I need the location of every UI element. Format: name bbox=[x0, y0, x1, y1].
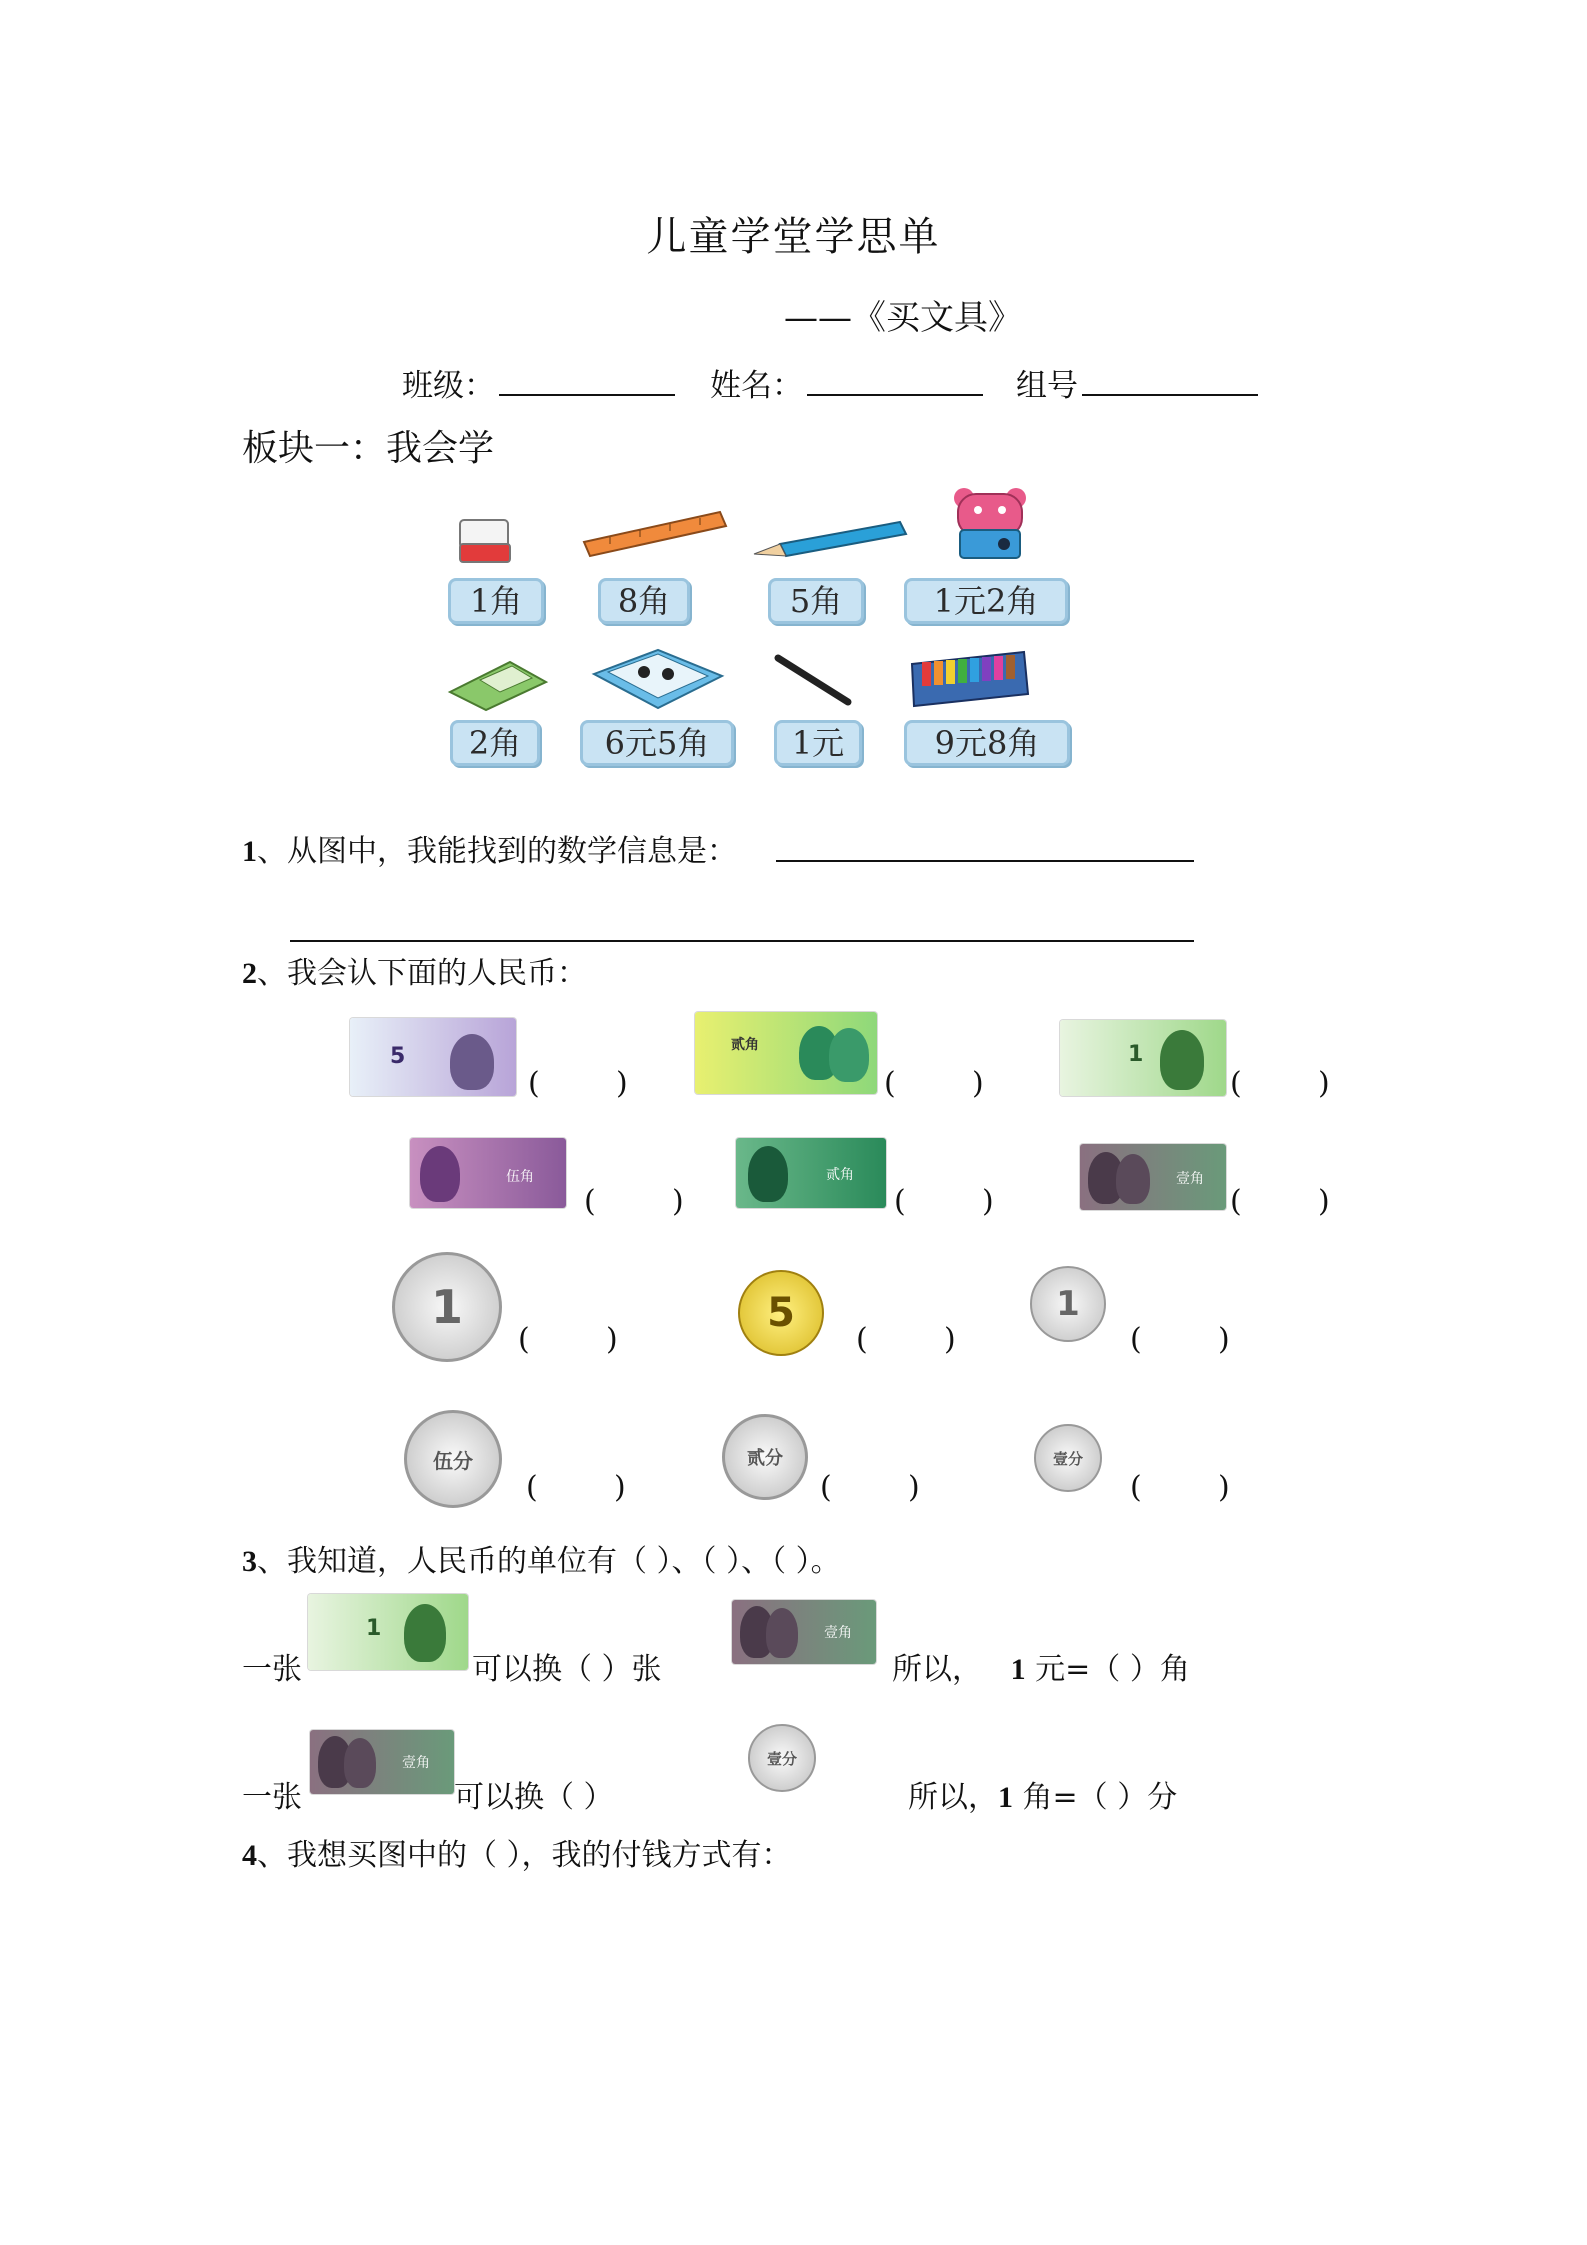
eraser-icon bbox=[454, 514, 524, 569]
exchange-conclusion: 所以， 1 元=（ ）角 bbox=[892, 1652, 1190, 1687]
pencil-icon bbox=[750, 514, 910, 564]
price-tag: 6元5角 bbox=[580, 720, 734, 766]
banknote-1-jiao: 壹角 bbox=[732, 1600, 876, 1664]
question-1: 1、从图中，我能找到的数学信息是： bbox=[242, 834, 737, 869]
answer-paren[interactable]: ( ) bbox=[884, 1066, 984, 1101]
coin-5-fen: 伍分 bbox=[404, 1410, 502, 1508]
banknote-2-jiao-green: 贰角 bbox=[736, 1138, 886, 1208]
answer-line[interactable] bbox=[290, 940, 1194, 942]
question-3: 3、我知道，人民币的单位有（ ）、（ ）、（ ）。 bbox=[242, 1544, 841, 1579]
coin-1-fen: 壹分 bbox=[1034, 1424, 1102, 1492]
coin-5-jiao: 5 bbox=[738, 1270, 824, 1356]
banknote-5-yuan: 5 bbox=[350, 1018, 516, 1096]
banknote-1-yuan: 1 bbox=[1060, 1020, 1226, 1096]
page-subtitle: ——《买文具》 bbox=[784, 298, 1022, 338]
notebook-icon bbox=[440, 652, 550, 712]
price-tag: 9元8角 bbox=[904, 720, 1070, 766]
coin-1-jiao: 1 bbox=[1030, 1266, 1106, 1342]
answer-paren[interactable]: ( ) bbox=[820, 1470, 920, 1505]
name-field bbox=[710, 360, 983, 405]
banknote-1-yuan: 1 bbox=[308, 1594, 468, 1670]
answer-paren[interactable]: ( ) bbox=[856, 1322, 956, 1357]
ruler-icon bbox=[580, 504, 730, 564]
question-2: 2、我会认下面的人民币： bbox=[242, 956, 587, 991]
answer-paren[interactable]: ( ) bbox=[528, 1066, 628, 1101]
price-tag: 1元2角 bbox=[904, 578, 1068, 624]
exchange-prefix: 一张 bbox=[242, 1652, 302, 1687]
exchange-text: 可以换（ ）张 bbox=[472, 1652, 662, 1687]
answer-paren[interactable]: ( ) bbox=[1230, 1184, 1330, 1219]
class-field bbox=[402, 360, 675, 405]
answer-paren[interactable]: ( ) bbox=[894, 1184, 994, 1219]
class-label: 班级： bbox=[402, 368, 495, 404]
answer-paren[interactable]: ( ) bbox=[518, 1322, 618, 1357]
price-tag: 1角 bbox=[448, 578, 544, 624]
group-label: 组号 bbox=[1016, 368, 1078, 404]
exchange-prefix: 一张 bbox=[242, 1780, 302, 1815]
answer-paren[interactable]: ( ) bbox=[1130, 1322, 1230, 1357]
section-heading: 板块一：我会学 bbox=[242, 428, 495, 469]
pencil-case-icon bbox=[588, 644, 728, 716]
exchange-conclusion: 所以，1 角=（ ）分 bbox=[908, 1780, 1178, 1815]
banknote-1-jiao: 壹角 bbox=[310, 1730, 454, 1794]
group-field bbox=[1016, 360, 1258, 405]
question-4: 4、我想买图中的（ ），我的付钱方式有： bbox=[242, 1838, 792, 1873]
answer-paren[interactable]: ( ) bbox=[1130, 1470, 1230, 1505]
pen-icon bbox=[770, 650, 860, 710]
price-tag: 1元 bbox=[774, 720, 862, 766]
sharpener-icon bbox=[950, 484, 1030, 564]
banknote-1-jiao: 壹角 bbox=[1080, 1144, 1226, 1210]
answer-paren[interactable]: ( ) bbox=[1230, 1066, 1330, 1101]
coin-2-fen: 贰分 bbox=[722, 1414, 808, 1500]
stationery-price-panel bbox=[410, 484, 1110, 774]
coin-1-yuan: 1 bbox=[392, 1252, 502, 1362]
name-blank[interactable] bbox=[807, 364, 983, 396]
answer-paren[interactable]: ( ) bbox=[584, 1184, 684, 1219]
answer-paren[interactable]: ( ) bbox=[526, 1470, 626, 1505]
banknote-5-jiao: 伍角 bbox=[410, 1138, 566, 1208]
price-tag: 5角 bbox=[768, 578, 864, 624]
group-blank[interactable] bbox=[1082, 364, 1258, 396]
banknote-2-jiao: 贰角 bbox=[695, 1012, 877, 1094]
answer-line[interactable] bbox=[776, 860, 1194, 862]
price-tag: 2角 bbox=[450, 720, 540, 766]
coin-1-fen: 壹分 bbox=[748, 1724, 816, 1792]
exchange-text: 可以换（ ） bbox=[454, 1780, 614, 1815]
crayons-icon bbox=[904, 644, 1034, 712]
class-blank[interactable] bbox=[499, 364, 675, 396]
price-tag: 8角 bbox=[598, 578, 690, 624]
page-title: 儿童学堂学思单 bbox=[646, 214, 941, 260]
name-label: 姓名： bbox=[710, 368, 803, 404]
